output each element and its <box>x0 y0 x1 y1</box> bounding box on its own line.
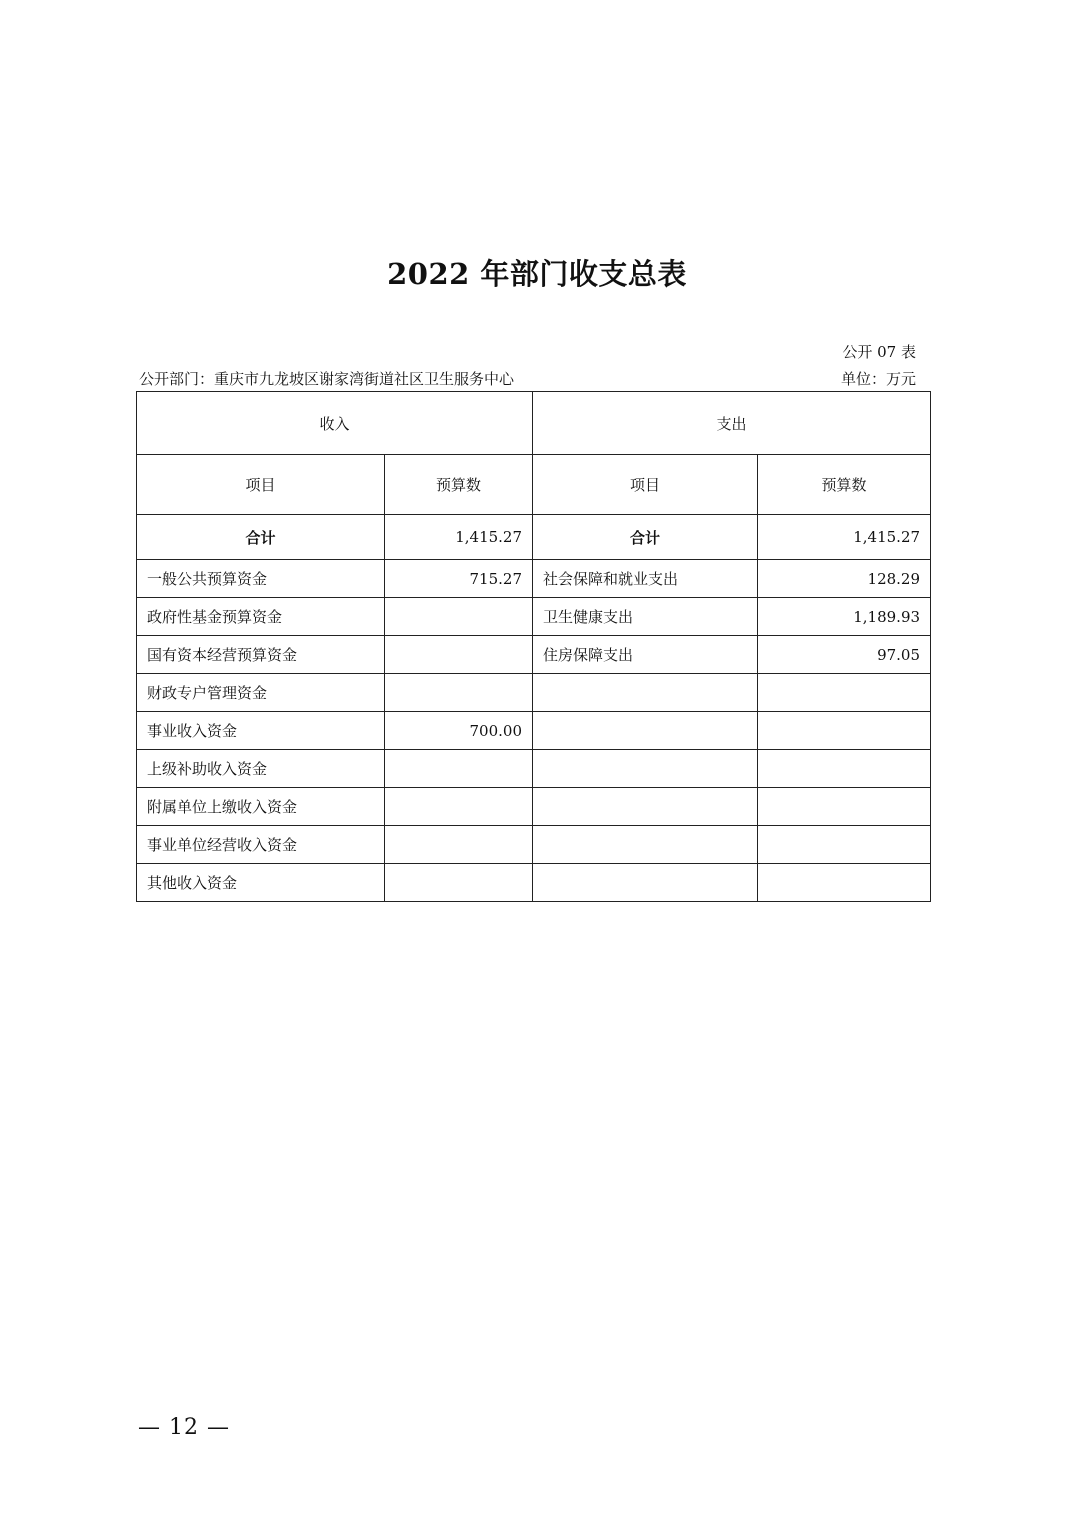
expense-amount <box>758 674 931 712</box>
income-section-header: 收入 <box>137 392 533 455</box>
income-total-amount: 1,415.27 <box>385 515 533 560</box>
total-row <box>137 515 931 560</box>
expense-item <box>533 674 758 712</box>
income-item: 一般公共预算资金 <box>137 560 385 598</box>
table-row <box>137 636 931 674</box>
income-item: 财政专户管理资金 <box>137 674 385 712</box>
table-row <box>137 560 931 598</box>
table-row <box>137 826 931 864</box>
budget-summary-table <box>136 391 931 902</box>
document-title: 2022 年部门收支总表 <box>387 257 687 291</box>
income-item: 政府性基金预算资金 <box>137 598 385 636</box>
expense-item <box>533 750 758 788</box>
income-item: 上级补助收入资金 <box>137 750 385 788</box>
form-code: 公开 07 表 <box>842 343 916 361</box>
table-row <box>137 598 931 636</box>
expense-amount: 1,189.93 <box>758 598 931 636</box>
income-item: 附属单位上缴收入资金 <box>137 788 385 826</box>
income-amount-header: 预算数 <box>385 455 533 515</box>
income-amount: 715.27 <box>385 560 533 598</box>
table-row <box>137 788 931 826</box>
expense-item <box>533 826 758 864</box>
expense-amount <box>758 864 931 902</box>
table-row <box>137 712 931 750</box>
expense-total-label: 合计 <box>533 515 758 560</box>
expense-item-header: 项目 <box>533 455 758 515</box>
expense-amount: 97.05 <box>758 636 931 674</box>
income-item: 事业收入资金 <box>137 712 385 750</box>
expense-item: 社会保障和就业支出 <box>533 560 758 598</box>
table-section-header-row <box>137 392 931 455</box>
expense-item <box>533 864 758 902</box>
expense-section-header: 支出 <box>533 392 931 455</box>
expense-item <box>533 712 758 750</box>
income-total-label: 合计 <box>137 515 385 560</box>
income-item: 事业单位经营收入资金 <box>137 826 385 864</box>
table-row <box>137 674 931 712</box>
expense-amount <box>758 788 931 826</box>
table-column-header-row <box>137 455 931 515</box>
expense-amount-header: 预算数 <box>758 455 931 515</box>
income-amount <box>385 636 533 674</box>
table-row <box>137 864 931 902</box>
income-item-header: 项目 <box>137 455 385 515</box>
expense-total-amount: 1,415.27 <box>758 515 931 560</box>
income-amount <box>385 826 533 864</box>
expense-amount <box>758 826 931 864</box>
expense-amount: 128.29 <box>758 560 931 598</box>
expense-item <box>533 788 758 826</box>
income-amount: 700.00 <box>385 712 533 750</box>
income-item: 其他收入资金 <box>137 864 385 902</box>
table-row <box>137 750 931 788</box>
income-amount <box>385 750 533 788</box>
unit-label: 单位：万元 <box>840 370 916 388</box>
department-label: 公开部门：重庆市九龙坡区谢家湾街道社区卫生服务中心 <box>139 370 515 388</box>
expense-item: 卫生健康支出 <box>533 598 758 636</box>
expense-item: 住房保障支出 <box>533 636 758 674</box>
expense-amount <box>758 712 931 750</box>
income-amount <box>385 788 533 826</box>
page-number: — 12 — <box>138 1415 230 1440</box>
income-amount <box>385 864 533 902</box>
income-amount <box>385 674 533 712</box>
expense-amount <box>758 750 931 788</box>
income-item: 国有资本经营预算资金 <box>137 636 385 674</box>
income-amount <box>385 598 533 636</box>
